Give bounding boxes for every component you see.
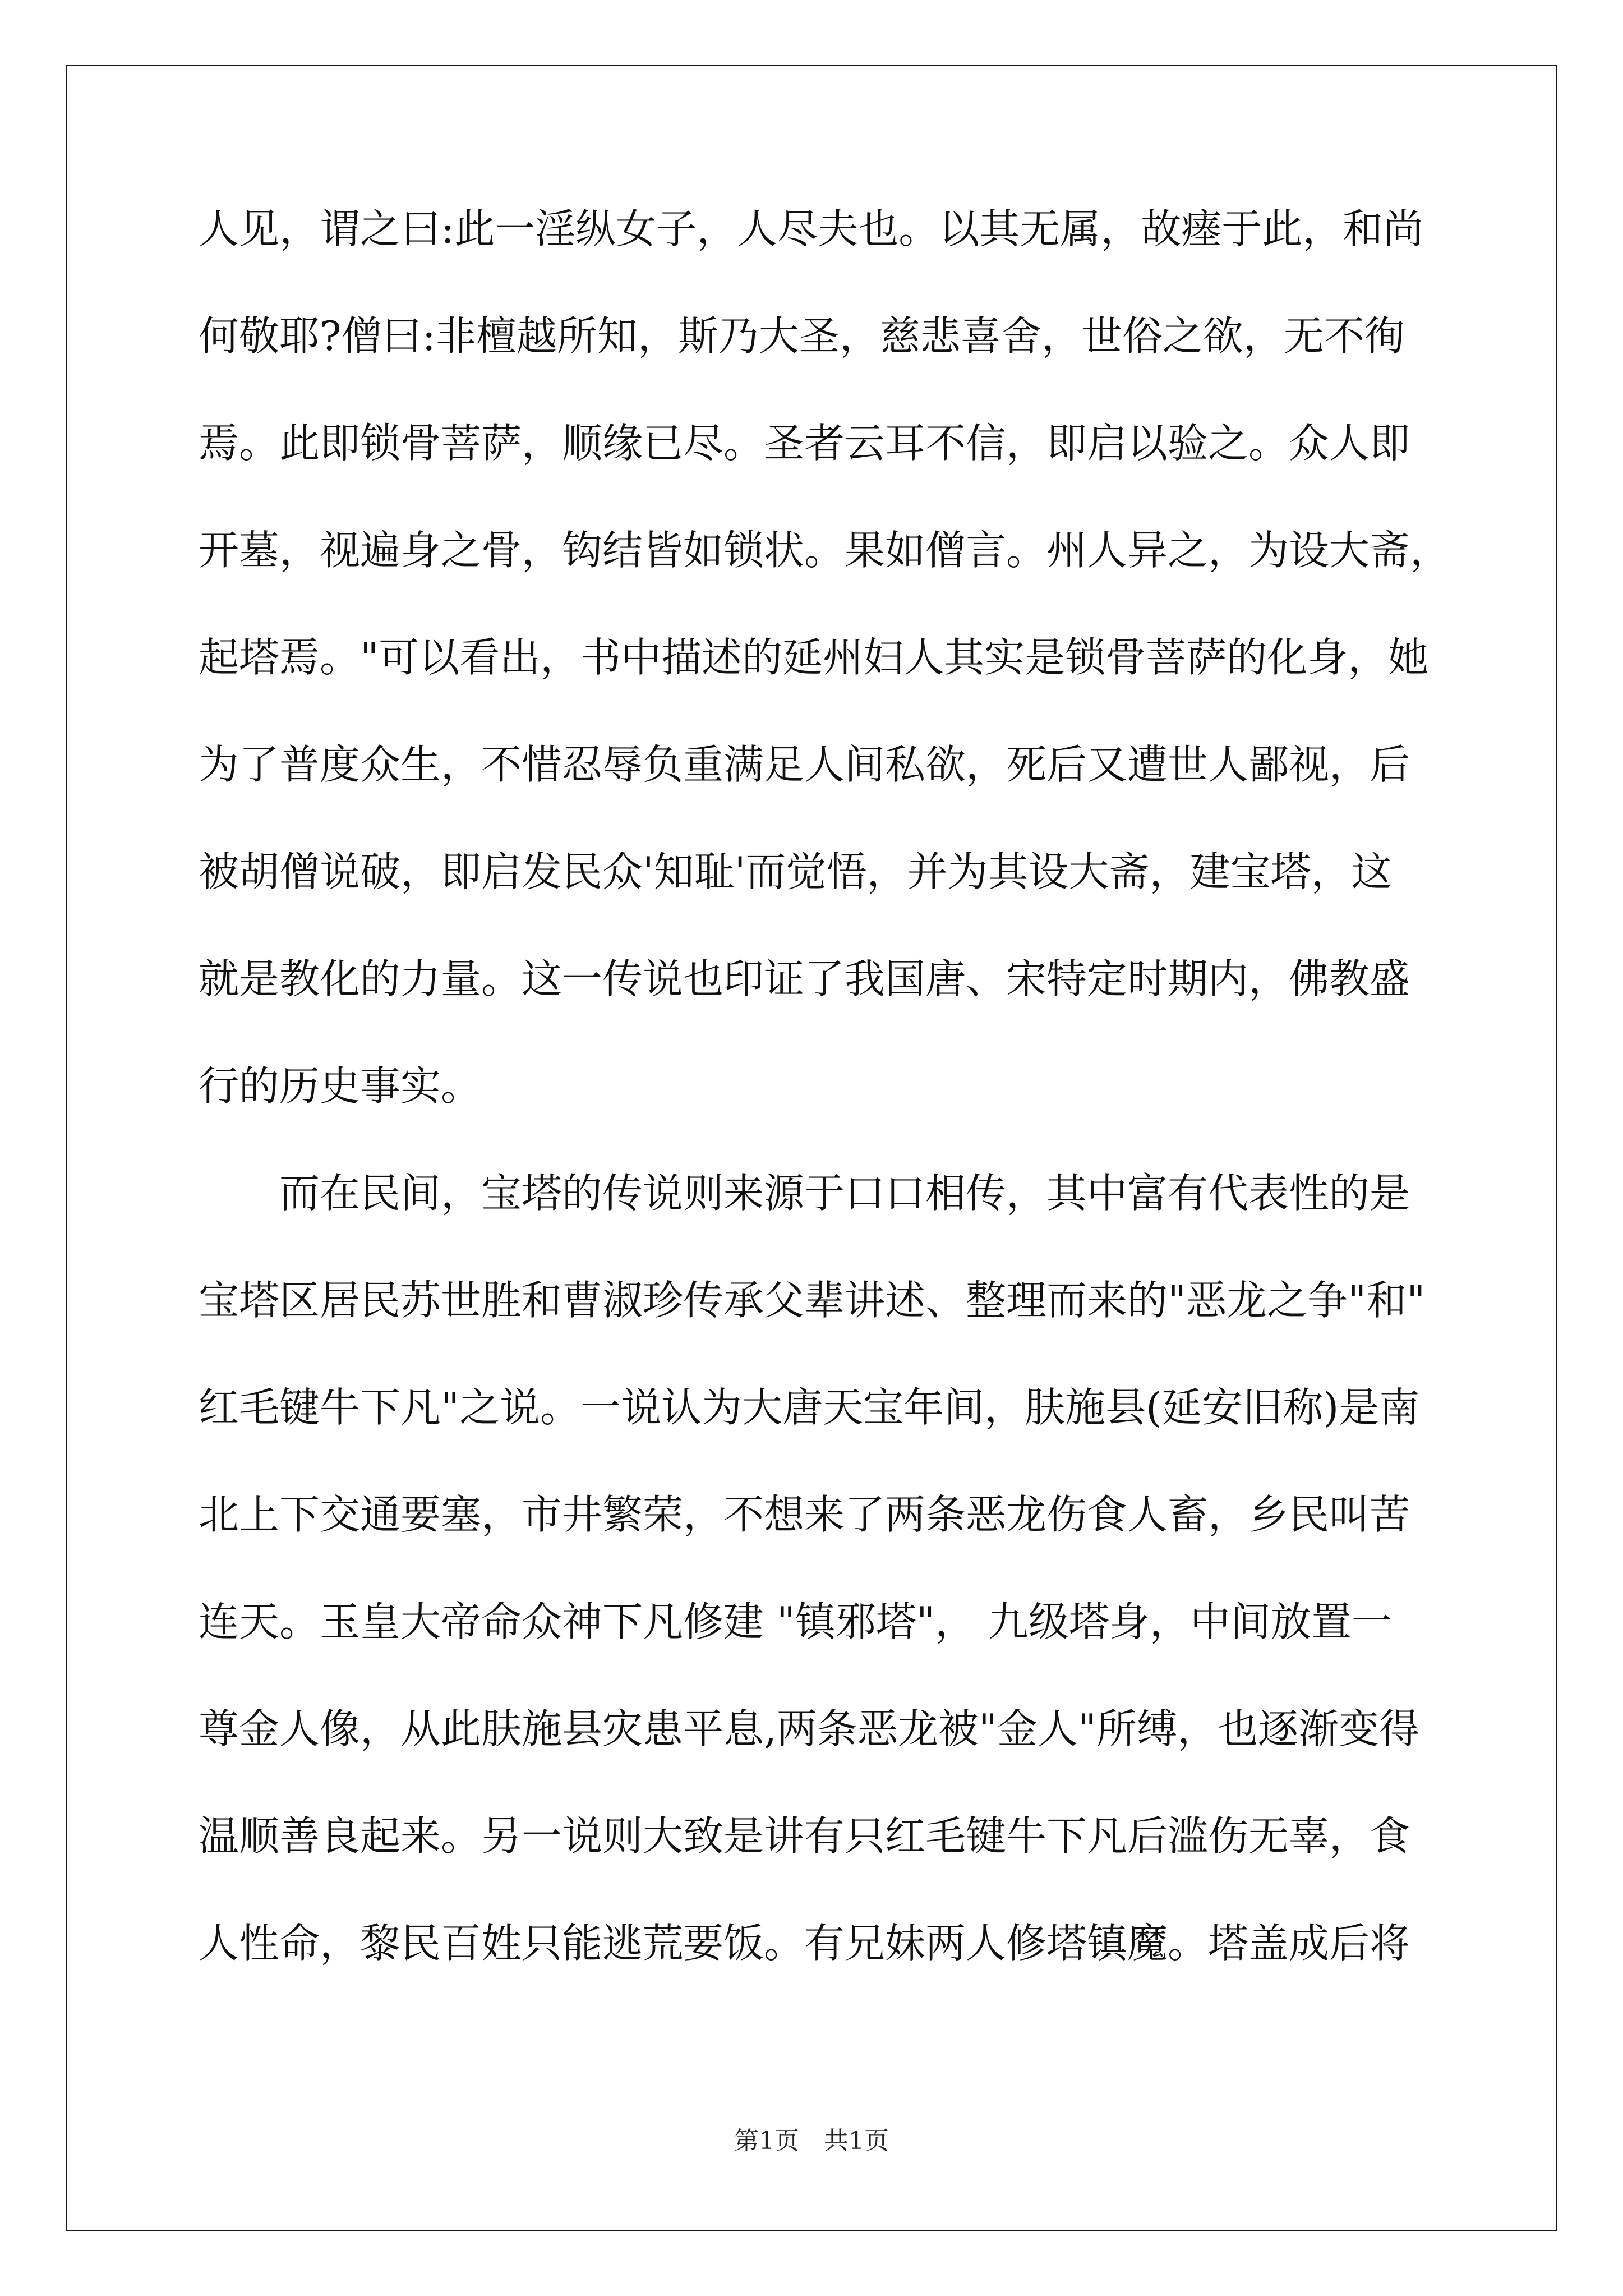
text-line: 尊金人像，从此肤施县灾患平息,两条恶龙被"金人"所缚，也逐渐变得 — [199, 1705, 1420, 1752]
text-line: 起塔焉。"可以看出，书中描述的延州妇人其实是锁骨菩萨的化身，她 — [199, 634, 1429, 681]
text-line: 被胡僧说破，即启发民众'知耻'而觉悟，并为其设大斋，建宝塔，这 — [199, 848, 1392, 895]
text-line: 开墓，视遍身之骨，钩结皆如锁状。果如僧言。州人异之，为设大斋， — [199, 527, 1451, 574]
page-border — [66, 65, 1557, 2231]
text-line: 人性命，黎民百姓只能逃荒要饭。有兄妹两人修塔镇魔。塔盖成后将 — [199, 1920, 1410, 1967]
text-line: 行的历史事实。 — [199, 1062, 482, 1110]
text-line: 北上下交通要塞，市井繁荣，不想来了两条恶龙伤食人畜，乡民叫苦 — [199, 1491, 1410, 1538]
text-line: 宝塔区居民苏世胜和曹淑珍传承父辈讲述、整理而来的"恶龙之争"和" — [199, 1277, 1426, 1324]
text-line: 何敬耶?僧曰:非檀越所知，斯乃大圣，慈悲喜舍，世俗之欲，无不徇 — [199, 312, 1405, 360]
text-line: 红毛键牛下凡"之说。一说认为大唐天宝年间，肤施县(延安旧称)是南 — [199, 1384, 1420, 1431]
text-line: 连天。玉皇大帝命众神下凡修建 "镇邪塔"， 九级塔身，中间放置一 — [199, 1598, 1393, 1645]
text-line: 人见，谓之曰:此一淫纵女子，人尽夫也。以其无属，故瘗于此，和尚 — [199, 205, 1424, 252]
text-line: 就是教化的力量。这一传说也印证了我国唐、宋特定时期内，佛教盛 — [199, 955, 1410, 1002]
page-number-footer: 第1页 共1页 — [734, 2127, 889, 2155]
text-line: 温顺善良起来。另一说则大致是讲有只红毛键牛下凡后滥伤无辜，食 — [199, 1812, 1410, 1860]
paragraph-start-line: 而在民间，宝塔的传说则来源于口口相传，其中富有代表性的是 — [199, 1170, 1410, 1217]
text-line: 为了普度众生，不惜忍辱负重满足人间私欲，死后又遭世人鄙视，后 — [199, 741, 1410, 788]
text-line: 焉。此即锁骨菩萨，顺缘已尽。圣者云耳不信，即启以验之。众人即 — [199, 420, 1410, 467]
